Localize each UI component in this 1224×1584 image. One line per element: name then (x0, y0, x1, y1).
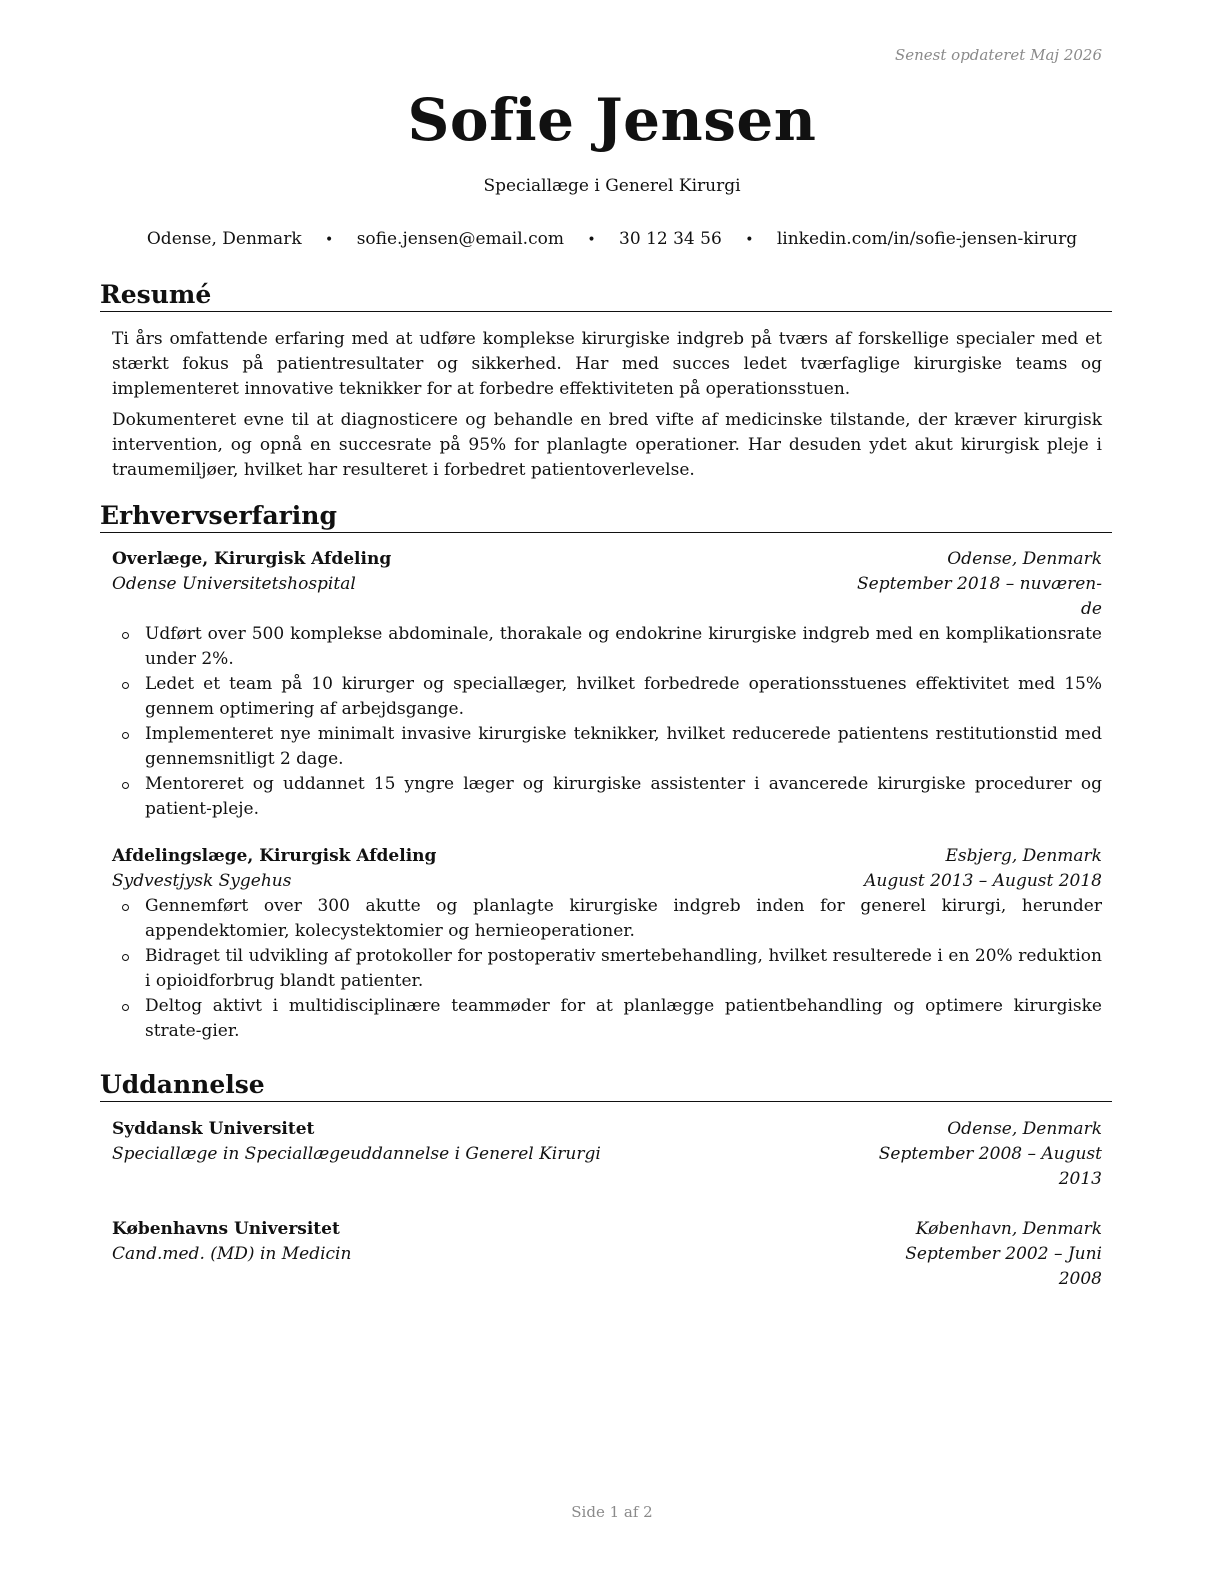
section-heading: Erhvervserfaring (100, 501, 1112, 533)
separator-dot: • (587, 232, 596, 248)
degree: Cand.med. (MD) in Medicin (112, 1244, 352, 1264)
job-location: Odense, Denmark (947, 549, 1102, 569)
job-organization: Sydvestjysk Sygehus (112, 871, 292, 891)
list-item: Ledet et team på 10 kirurger og speciallæger, hvilket forbedrede operationsstuenes effektivitet med 15% gennem optimering af arbejdsgange. (112, 672, 1102, 722)
education-entry (112, 1117, 1102, 1192)
job-dates-continued: de (1081, 599, 1102, 619)
bullet-circle-icon (122, 782, 129, 789)
job-title: Afdelingslæge, Kirurgisk Afdeling (112, 846, 437, 866)
list-item: Bidraget til udvikling af protokoller for postoperativ smertebehandling, hvilket resulterede i en 20% reduktion i opioidforbrug blandt patienter. (112, 944, 1102, 994)
list-item: Implementeret nye minimalt invasive kirurgiske teknikker, hvilket reducerede patientens restitutionstid med gennemsnitligt 2 dage. (112, 722, 1102, 772)
school-location: København, Denmark (915, 1219, 1102, 1239)
education-section (100, 1070, 1112, 1292)
education-dates: September 2002 – Juni (905, 1244, 1102, 1264)
bullet-circle-icon (122, 954, 129, 961)
contact-location: Odense, Denmark (146, 229, 302, 249)
job-location: Esbjerg, Denmark (945, 846, 1102, 866)
bullet-circle-icon (122, 682, 129, 689)
summary-paragraph: Dokumenteret evne til at diagnosticere og behandle en bred vifte af medicinske tilstande, der kræver kirurgisk intervention, og opnå en succesrate på 95% for planlagte operationer. Har desuden ydet akut kirurgisk pleje i traumemiljøer, hvilket har resulteret i forbedret patientoverlevelse. (112, 410, 1102, 480)
education-dates-continued: 2008 (1058, 1269, 1102, 1289)
contact-email[interactable]: sofie.jensen@email.com (356, 229, 564, 249)
job-entry (112, 844, 1102, 1044)
bullet-circle-icon (122, 632, 129, 639)
section-heading: Uddannelse (100, 1070, 1112, 1102)
education-dates: September 2008 – August (878, 1144, 1102, 1164)
list-item: Gennemført over 300 akutte og planlagte kirurgiske indgreb inden for generel kirurgi, herunder appendektomier, kolecystektomier og hernieoperationer. (112, 894, 1102, 944)
summary-paragraph: Ti års omfattende erfaring med at udføre komplekse kirurgiske indgreb på tværs af forskellige specialer med et stærkt fokus på patientresultater og sikkerhed. Har med succes ledet tværfaglige kirurgiske teams og implementeret innovative teknikker for at forbedre effektiviteten på operationsstuen. (112, 329, 1102, 399)
job-bullets (112, 894, 1102, 1044)
page-number: Side 1 af 2 (571, 1503, 653, 1521)
school-location: Odense, Denmark (947, 1119, 1102, 1139)
experience-section (100, 501, 1112, 1044)
job-dates: August 2013 – August 2018 (864, 871, 1102, 891)
list-item: Mentoreret og uddannet 15 yngre læger og kirurgiske assistenter i avancerede kirurgiske procedurer og patient-pleje. (112, 772, 1102, 822)
school-name: Syddansk Universitet (112, 1119, 315, 1139)
person-name: Sofie Jensen (407, 86, 817, 154)
bullet-circle-icon (122, 1004, 129, 1011)
education-dates-continued: 2013 (1058, 1169, 1102, 1189)
bullet-circle-icon (122, 904, 129, 911)
section-heading: Resumé (100, 280, 1112, 312)
separator-dot: • (745, 232, 754, 248)
job-dates: September 2018 – nuværen- (856, 574, 1102, 594)
contact-phone[interactable]: 30 12 34 56 (619, 229, 722, 249)
professional-title: Speciallæge i Generel Kirurgi (483, 176, 741, 196)
school-name: Københavns Universitet (112, 1219, 340, 1239)
list-item: Deltog aktivt i multidisciplinære teammøder for at planlægge patientbehandling og optimere kirurgiske strate-gier. (112, 994, 1102, 1044)
job-organization: Odense Universitetshospital (112, 574, 356, 594)
degree: Speciallæge in Speciallægeuddannelse i Generel Kirurgi (112, 1144, 601, 1164)
job-bullets (112, 622, 1102, 822)
summary-section (100, 280, 1112, 483)
contact-line (0, 229, 1224, 249)
bullet-circle-icon (122, 732, 129, 739)
job-title: Overlæge, Kirurgisk Afdeling (112, 549, 392, 569)
job-entry (112, 547, 1102, 822)
contact-linkedin[interactable]: linkedin.com/in/sofie-jensen-kirurg (776, 229, 1078, 249)
last-updated: Senest opdateret Maj 2026 (894, 46, 1102, 64)
education-entry (112, 1217, 1102, 1292)
list-item: Udført over 500 komplekse abdominale, thorakale og endokrine kirurgiske indgreb med en komplikationsrate under 2%. (112, 622, 1102, 672)
separator-dot: • (325, 232, 334, 248)
